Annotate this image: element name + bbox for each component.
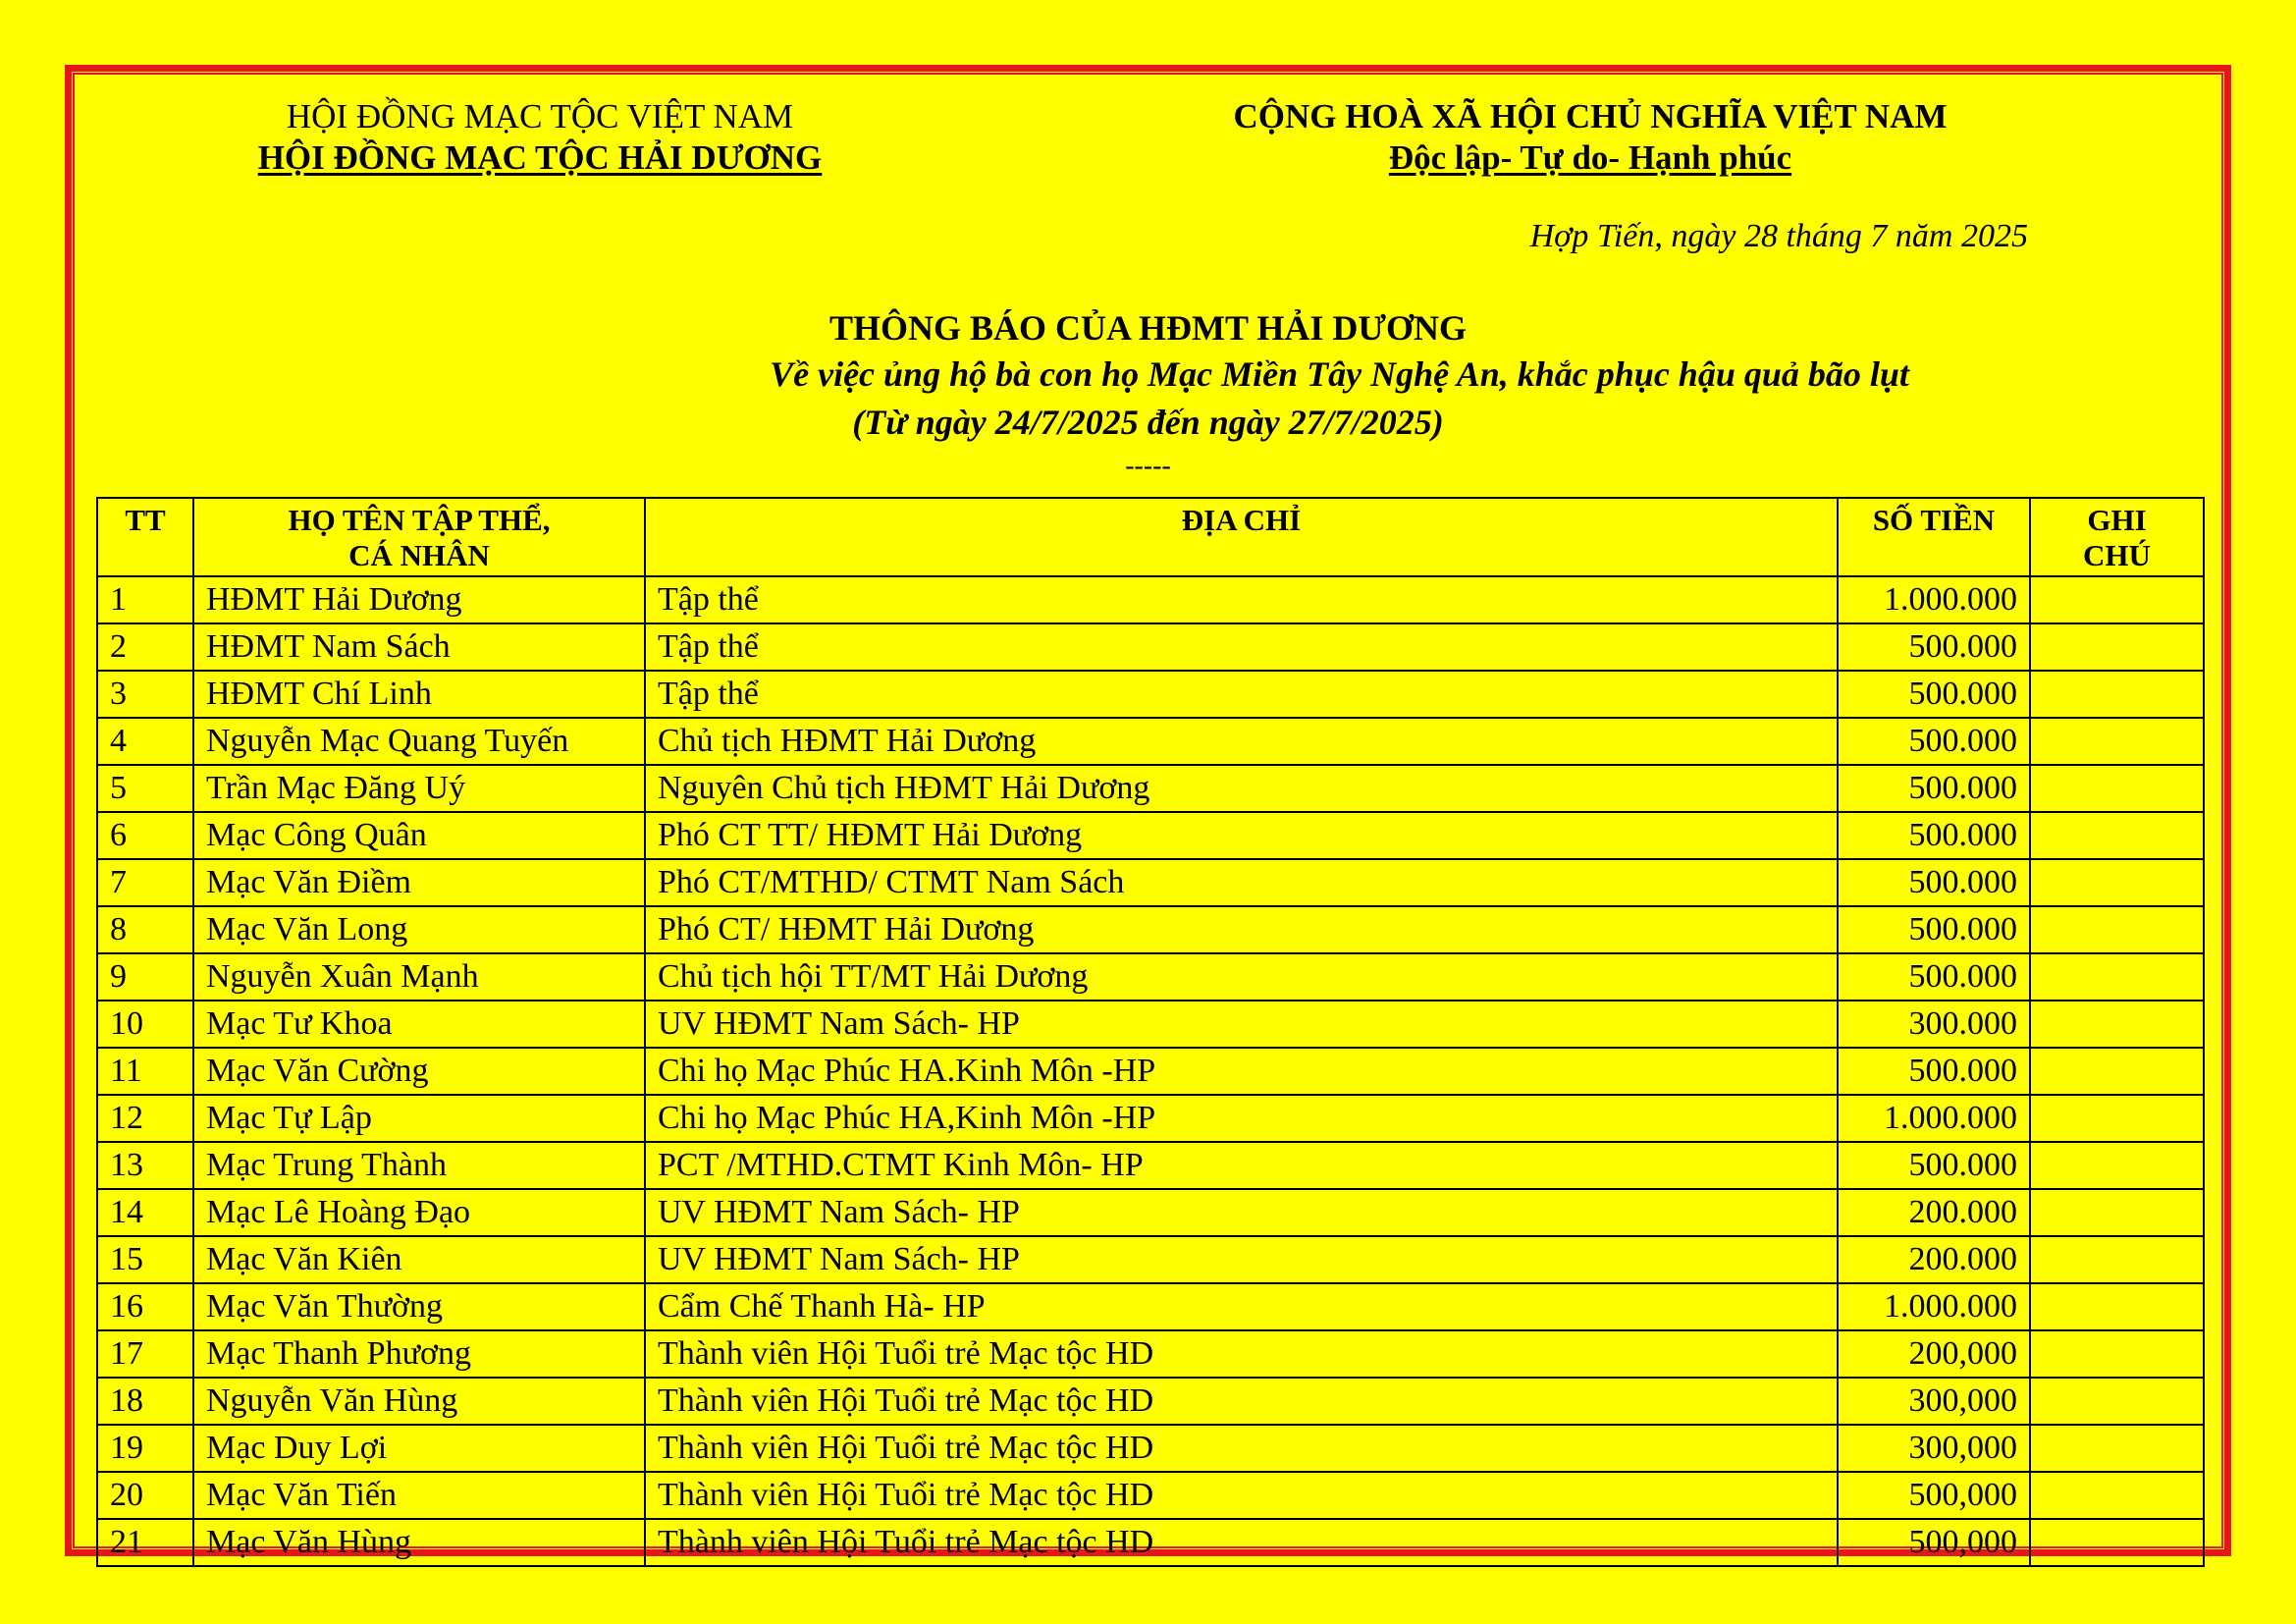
table-row	[97, 1142, 2204, 1189]
table-row	[97, 671, 2204, 718]
row-number: 5	[97, 765, 193, 812]
table-row	[97, 812, 2204, 859]
row-address: Phó CT TT/ HĐMT Hải Dương	[645, 812, 1838, 859]
row-address: Phó CT/MTHD/ CTMT Nam Sách	[645, 859, 1838, 906]
row-amount: 200,000	[1838, 1330, 2030, 1378]
row-name: Mạc Tự Lập	[193, 1095, 645, 1142]
row-amount: 500.000	[1838, 765, 2030, 812]
row-note	[2030, 1189, 2204, 1236]
row-number: 11	[97, 1048, 193, 1095]
row-address: Phó CT/ HĐMT Hải Dương	[645, 906, 1838, 953]
row-address: Tập thể	[645, 623, 1838, 671]
row-note	[2030, 1378, 2204, 1425]
row-address: UV HĐMT Nam Sách- HP	[645, 1001, 1838, 1048]
row-amount: 1.000.000	[1838, 576, 2030, 623]
row-address: Thành viên Hội Tuổi trẻ Mạc tộc HD	[645, 1519, 1838, 1566]
row-name: HĐMT Hải Dương	[193, 576, 645, 623]
date-line: Hợp Tiến, ngày 28 tháng 7 năm 2025	[1529, 218, 2028, 254]
table-row	[97, 1519, 2204, 1566]
row-name: Mạc Tư Khoa	[193, 1001, 645, 1048]
table-row	[97, 1330, 2204, 1378]
country-name: CỘNG HOÀ XÃ HỘI CHỦ NGHĨA VIỆT NAM	[1233, 97, 1948, 135]
col-header-tt: TT	[97, 498, 193, 576]
row-note	[2030, 1283, 2204, 1330]
row-number: 17	[97, 1330, 193, 1378]
row-address: Thành viên Hội Tuổi trẻ Mạc tộc HD	[645, 1425, 1838, 1472]
row-amount: 500.000	[1838, 1142, 2030, 1189]
row-name: Mạc Văn Điềm	[193, 859, 645, 906]
row-number: 12	[97, 1095, 193, 1142]
row-number: 13	[97, 1142, 193, 1189]
row-note	[2030, 1001, 2204, 1048]
row-note	[2030, 1142, 2204, 1189]
org-name: HỘI ĐỒNG MẠC TỘC HẢI DƯƠNG	[257, 138, 823, 177]
org-header	[157, 96, 923, 179]
table-row	[97, 1283, 2204, 1330]
row-amount: 1.000.000	[1838, 1095, 2030, 1142]
row-number: 1	[97, 576, 193, 623]
org-parent-name: HỘI ĐỒNG MẠC TỘC VIỆT NAM	[286, 97, 794, 135]
row-note	[2030, 1236, 2204, 1283]
row-number: 10	[97, 1001, 193, 1048]
row-note	[2030, 1472, 2204, 1519]
row-amount: 500.000	[1838, 623, 2030, 671]
donation-table	[96, 497, 2205, 1567]
table-row	[97, 906, 2204, 953]
title-separator: -----	[1125, 451, 1171, 481]
table-row	[97, 576, 2204, 623]
row-amount: 1.000.000	[1838, 1283, 2030, 1330]
col-header-amount: SỐ TIỀN	[1838, 498, 2030, 576]
row-name: Mạc Văn Tiến	[193, 1472, 645, 1519]
row-number: 21	[97, 1519, 193, 1566]
row-name: Mạc Công Quân	[193, 812, 645, 859]
row-address: Tập thể	[645, 576, 1838, 623]
document-period: (Từ ngày 24/7/2025 đến ngày 27/7/2025)	[852, 403, 1444, 442]
row-amount: 200.000	[1838, 1189, 2030, 1236]
row-number: 14	[97, 1189, 193, 1236]
row-amount: 500.000	[1838, 718, 2030, 765]
row-address: UV HĐMT Nam Sách- HP	[645, 1189, 1838, 1236]
row-note	[2030, 906, 2204, 953]
row-name: HĐMT Nam Sách	[193, 623, 645, 671]
table-row	[97, 953, 2204, 1001]
row-address: UV HĐMT Nam Sách- HP	[645, 1236, 1838, 1283]
row-address: Cẩm Chế Thanh Hà- HP	[645, 1283, 1838, 1330]
row-address: Chi họ Mạc Phúc HA.Kinh Môn -HP	[645, 1048, 1838, 1095]
table-row	[97, 1425, 2204, 1472]
row-note	[2030, 1425, 2204, 1472]
col-header-note: GHI CHÚ	[2030, 498, 2204, 576]
row-number: 20	[97, 1472, 193, 1519]
row-amount: 500,000	[1838, 1472, 2030, 1519]
row-name: HĐMT Chí Linh	[193, 671, 645, 718]
row-number: 18	[97, 1378, 193, 1425]
row-name: Mạc Duy Lợi	[193, 1425, 645, 1472]
row-address: PCT /MTHD.CTMT Kinh Môn- HP	[645, 1142, 1838, 1189]
row-note	[2030, 953, 2204, 1001]
row-amount: 500.000	[1838, 812, 2030, 859]
row-name: Nguyễn Văn Hùng	[193, 1378, 645, 1425]
row-amount: 300,000	[1838, 1425, 2030, 1472]
row-number: 7	[97, 859, 193, 906]
row-number: 2	[97, 623, 193, 671]
row-amount: 500.000	[1838, 859, 2030, 906]
table-row	[97, 765, 2204, 812]
table-row	[97, 1189, 2204, 1236]
row-number: 4	[97, 718, 193, 765]
row-address: Chủ tịch hội TT/MT Hải Dương	[645, 953, 1838, 1001]
row-address: Tập thể	[645, 671, 1838, 718]
row-note	[2030, 1048, 2204, 1095]
row-name: Mạc Lê Hoàng Đạo	[193, 1189, 645, 1236]
row-address: Thành viên Hội Tuổi trẻ Mạc tộc HD	[645, 1472, 1838, 1519]
document-title: THÔNG BÁO CỦA HĐMT HẢI DƯƠNG	[828, 308, 1468, 348]
row-number: 15	[97, 1236, 193, 1283]
row-address: Chủ tịch HĐMT Hải Dương	[645, 718, 1838, 765]
national-motto: Độc lập- Tự do- Hạnh phúc	[1388, 138, 1792, 177]
row-number: 3	[97, 671, 193, 718]
row-note	[2030, 765, 2204, 812]
row-note	[2030, 576, 2204, 623]
row-address: Chi họ Mạc Phúc HA,Kinh Môn -HP	[645, 1095, 1838, 1142]
row-name: Nguyễn Mạc Quang Tuyến	[193, 718, 645, 765]
table-row	[97, 1048, 2204, 1095]
row-number: 9	[97, 953, 193, 1001]
row-name: Nguyễn Xuân Mạnh	[193, 953, 645, 1001]
row-name: Mạc Văn Cường	[193, 1048, 645, 1095]
row-amount: 500.000	[1838, 953, 2030, 1001]
document-subtitle: Về việc ủng hộ bà con họ Mạc Miền Tây Nghệ An, khắc phục hậu quả bão lụt	[770, 354, 1909, 394]
national-header	[1148, 96, 2032, 179]
row-amount: 500.000	[1838, 906, 2030, 953]
row-amount: 300.000	[1838, 1001, 2030, 1048]
col-header-address: ĐỊA CHỈ	[645, 498, 1838, 576]
table-row	[97, 718, 2204, 765]
row-address: Thành viên Hội Tuổi trẻ Mạc tộc HD	[645, 1378, 1838, 1425]
table-row	[97, 1472, 2204, 1519]
row-note	[2030, 812, 2204, 859]
table-row	[97, 859, 2204, 906]
table-row	[97, 1001, 2204, 1048]
table-row	[97, 623, 2204, 671]
row-amount: 500.000	[1838, 1048, 2030, 1095]
row-name: Mạc Văn Thường	[193, 1283, 645, 1330]
row-number: 19	[97, 1425, 193, 1472]
row-number: 6	[97, 812, 193, 859]
table-row	[97, 1095, 2204, 1142]
table-row	[97, 1236, 2204, 1283]
row-note	[2030, 1330, 2204, 1378]
row-number: 8	[97, 906, 193, 953]
row-note	[2030, 718, 2204, 765]
row-name: Mạc Văn Hùng	[193, 1519, 645, 1566]
table-header-row	[97, 498, 2204, 576]
row-amount: 500,000	[1838, 1519, 2030, 1566]
row-name: Mạc Văn Kiên	[193, 1236, 645, 1283]
table-row	[97, 1378, 2204, 1425]
row-address: Nguyên Chủ tịch HĐMT Hải Dương	[645, 765, 1838, 812]
row-address: Thành viên Hội Tuổi trẻ Mạc tộc HD	[645, 1330, 1838, 1378]
row-name: Mạc Trung Thành	[193, 1142, 645, 1189]
col-header-name: HỌ TÊN TẬP THỂ, CÁ NHÂN	[193, 498, 645, 576]
row-name: Trần Mạc Đăng Uý	[193, 765, 645, 812]
row-name: Mạc Thanh Phương	[193, 1330, 645, 1378]
row-name: Mạc Văn Long	[193, 906, 645, 953]
table-body	[97, 576, 2204, 1566]
row-amount: 200.000	[1838, 1236, 2030, 1283]
row-amount: 500.000	[1838, 671, 2030, 718]
row-note	[2030, 1519, 2204, 1566]
row-note	[2030, 623, 2204, 671]
row-note	[2030, 671, 2204, 718]
row-amount: 300,000	[1838, 1378, 2030, 1425]
row-number: 16	[97, 1283, 193, 1330]
row-note	[2030, 859, 2204, 906]
row-note	[2030, 1095, 2204, 1142]
